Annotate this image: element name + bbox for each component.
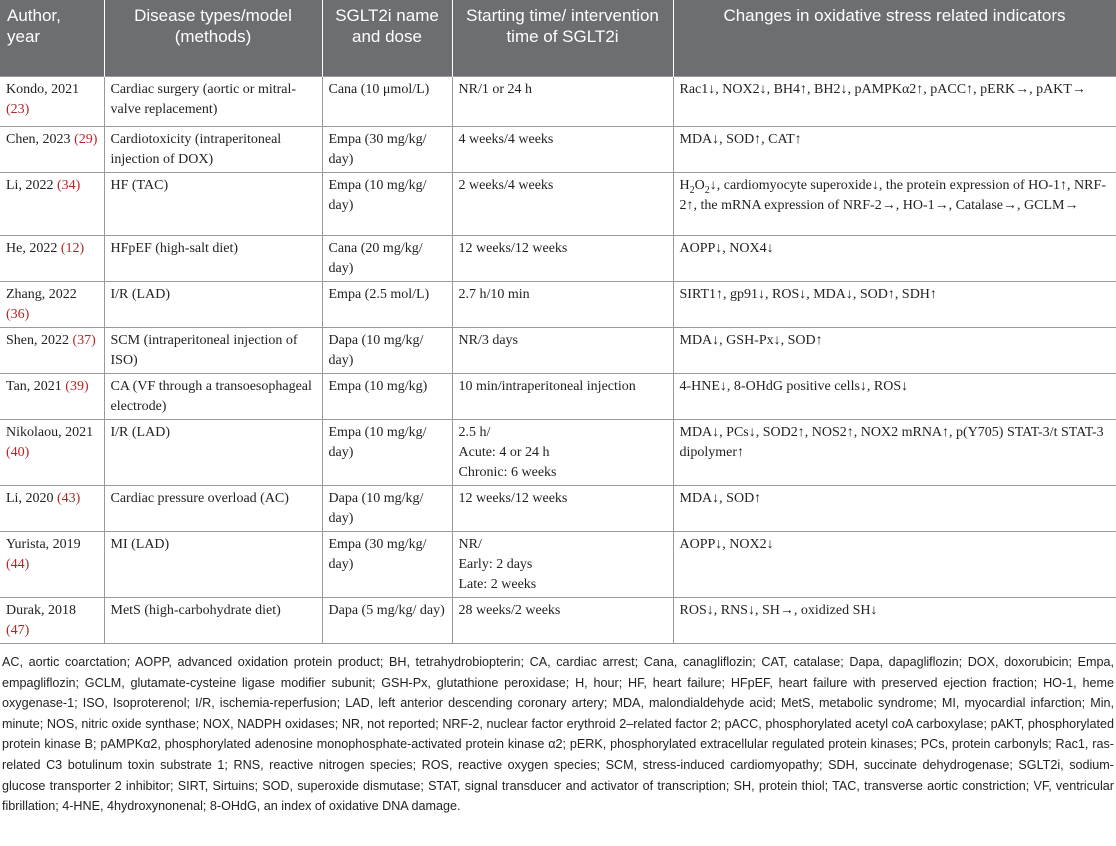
cell-author-year [0,172,104,235]
reference-link[interactable]: (39) [65,378,89,394]
cell-disease-model: Cardiac surgery (aortic or mitral-valve replacement) [104,76,322,126]
author-text: Durak, 2018 [6,602,76,618]
reference-link[interactable]: (44) [6,556,30,572]
author-text: Yurista, 2019 [6,536,81,552]
cell-oxidative-changes: MDA↓, GSH-Px↓, SOD↑ [673,327,1116,373]
cell-disease-model: I/R (LAD) [104,281,322,327]
cell-sglt2i-dose: Cana (10 μmol/L) [322,76,452,126]
cell-oxidative-changes: AOPP↓, NOX2↓ [673,531,1116,597]
cell-oxidative-changes: MDA↓, SOD↑, CAT↑ [673,126,1116,172]
cell-starting-time: 28 weeks/2 weeks [452,597,673,643]
table-row [0,76,1116,126]
author-text: Shen, 2022 [6,332,73,348]
table-row [0,235,1116,281]
cell-author-year [0,235,104,281]
cell-disease-model: Cardiotoxicity (intraperitoneal injection of DOX) [104,126,322,172]
cell-author-year [0,485,104,531]
author-text: Kondo, 2021 [6,81,80,97]
cell-sglt2i-dose: Dapa (10 mg/kg/ day) [322,327,452,373]
cell-sglt2i-dose: Empa (10 mg/kg/ day) [322,419,452,485]
cell-disease-model: CA (VF through a transoesophageal electrode) [104,373,322,419]
table-row [0,373,1116,419]
cell-starting-time: 12 weeks/12 weeks [452,235,673,281]
author-text: Li, 2022 [6,177,57,193]
cell-sglt2i-dose: Empa (10 mg/kg/ day) [322,172,452,235]
table-row [0,419,1116,485]
cell-oxidative-changes: Rac1↓, NOX2↓, BH4↑, BH2↓, pAMPKα2↑, pACC↑, pERK→, pAKT→ [673,76,1116,126]
table-header-row [0,0,1116,76]
cell-starting-time: NR/3 days [452,327,673,373]
cell-starting-time: 2.7 h/10 min [452,281,673,327]
cell-starting-time: 2.5 h/ Acute: 4 or 24 h Chronic: 6 weeks [452,419,673,485]
cell-oxidative-changes: 4-HNE↓, 8-OHdG positive cells↓, ROS↓ [673,373,1116,419]
cell-author-year [0,327,104,373]
header-starting-time: Starting time/ intervention time of SGLT2i [452,0,673,76]
reference-link[interactable]: (23) [6,101,30,117]
cell-disease-model: I/R (LAD) [104,419,322,485]
author-text: Tan, 2021 [6,378,66,394]
author-text: Zhang, 2022 [6,286,77,302]
cell-disease-model: HF (TAC) [104,172,322,235]
reference-link[interactable]: (40) [6,444,30,460]
table-row [0,327,1116,373]
header-disease-model: Disease types/model (methods) [104,0,322,76]
cell-disease-model: MI (LAD) [104,531,322,597]
author-text: Nikolaou, 2021 [6,424,94,440]
cell-disease-model: Cardiac pressure overload (AC) [104,485,322,531]
table-row [0,281,1116,327]
cell-sglt2i-dose: Empa (10 mg/kg) [322,373,452,419]
table-row [0,172,1116,235]
cell-author-year [0,76,104,126]
cell-oxidative-changes: SIRT1↑, gp91↓, ROS↓, MDA↓, SOD↑, SDH↑ [673,281,1116,327]
header-oxidative-changes: Changes in oxidative stress related indicators [673,0,1116,76]
cell-starting-time: 12 weeks/12 weeks [452,485,673,531]
reference-link[interactable]: (12) [60,240,85,256]
cell-disease-model: MetS (high-carbohydrate diet) [104,597,322,643]
table-row [0,531,1116,597]
table-footnote: AC, aortic coarctation; AOPP, advanced oxidation protein product; BH, tetrahydrobiopterin; CA, cardiac arrest; Cana, canagliflozin; CAT, catalase; Dapa, dapagliflozin; DOX, doxorubicin; Empa, empagliflozin; GCLM, glutamate-cysteine ligase modifier subunit; GSH-Px, glutathione peroxidase; H, hour; HF, heart failure; HFpEF, heart failure with preserved ejection fraction; HO-1, heme oxygenase-1; ISO, Isoproterenol; I/R, ischemia-reperfusion; LAD, left anterior descending coronary artery; MDA, malondialdehyde acid; MetS, metabolic syndrome; MI, myocardial infarction; Min, minute; NOS, nitric oxide synthase; NOX, NADPH oxidases; NR, not reported; NRF-2, nuclear factor erythroid 2–related factor 2; pACC, phosphorylated acetyl coA carboxylase; pAKT, phosphorylated protein kinase B; pAMPKα2, phosphorylated adenosine monophosphate-activated protein kinase α2; pERK, phosphorylated extracellular regulated protein kinases; PCs, protein carbonyls; Rac1, ras-related C3 botulinum toxin substrate 1; RNS, reactive nitrogen species; ROS, reactive oxygen species; SCM, stress-induced cardiomyopathy; SDH, succinate dehydrogenase; SGLT2i, sodium-glucose transporter 2 inhibitor; SIRT, Sirtuins; SOD, superoxide dismutase; STAT, signal transducer and activator of transcription; SH, protein thiol; TAC, transverse aortic constriction; VF, ventricular fibrillation; 4-HNE, 4hydroxynonenal; 8-OHdG, an index of oxidative DNA damage. [2,655,1114,814]
author-text: He, 2022 [6,240,61,256]
cell-starting-time: 2 weeks/4 weeks [452,172,673,235]
cell-sglt2i-dose: Cana (20 mg/kg/ day) [322,235,452,281]
reference-link[interactable]: (36) [6,306,30,322]
cell-starting-time: 10 min/intraperitoneal injection [452,373,673,419]
cell-sglt2i-dose: Empa (2.5 mol/L) [322,281,452,327]
reference-link[interactable]: (37) [72,332,96,348]
cell-author-year [0,373,104,419]
cell-oxidative-changes: MDA↓, PCs↓, SOD2↑, NOS2↑, NOX2 mRNA↑, p(Y705) STAT-3/t STAT-3 dipolymer↑ [673,419,1116,485]
table-row [0,126,1116,172]
reference-link[interactable]: (29) [74,131,98,147]
cell-author-year [0,531,104,597]
reference-link[interactable]: (34) [56,177,81,193]
cell-oxidative-changes: MDA↓, SOD↑ [673,485,1116,531]
reference-link[interactable]: (43) [56,490,81,506]
cell-sglt2i-dose: Dapa (5 mg/kg/ day) [322,597,452,643]
cell-sglt2i-dose: Empa (30 mg/kg/ day) [322,126,452,172]
cell-disease-model: SCM (intraperitoneal injection of ISO) [104,327,322,373]
cell-author-year [0,281,104,327]
cell-oxidative-changes: AOPP↓, NOX4↓ [673,235,1116,281]
author-text: Chen, 2023 [6,131,75,147]
cell-starting-time: NR/ Early: 2 days Late: 2 weeks [452,531,673,597]
header-sglt2i-dose: SGLT2i name and dose [322,0,452,76]
cell-oxidative-changes: $H_2O_2↓$, cardiomyocyte superoxide↓, the protein expression of HO-1↑, NRF-2↑, the mRNA expression of NRF-2→, HO-1→, Catalase→, GCLM→ [673,172,1116,235]
author-text: Li, 2020 [6,490,57,506]
cell-sglt2i-dose: Empa (30 mg/kg/ day) [322,531,452,597]
cell-oxidative-changes: ROS↓, RNS↓, SH→, oxidized SH↓ [673,597,1116,643]
cell-disease-model: HFpEF (high-salt diet) [104,235,322,281]
header-author-year: Author, year [0,0,104,76]
table-row [0,485,1116,531]
cell-author-year [0,597,104,643]
cell-starting-time: NR/1 or 24 h [452,76,673,126]
cell-author-year [0,126,104,172]
cell-starting-time: 4 weeks/4 weeks [452,126,673,172]
reference-link[interactable]: (47) [6,622,30,638]
cell-sglt2i-dose: Dapa (10 mg/kg/ day) [322,485,452,531]
cell-author-year [0,419,104,485]
table-row [0,597,1116,643]
